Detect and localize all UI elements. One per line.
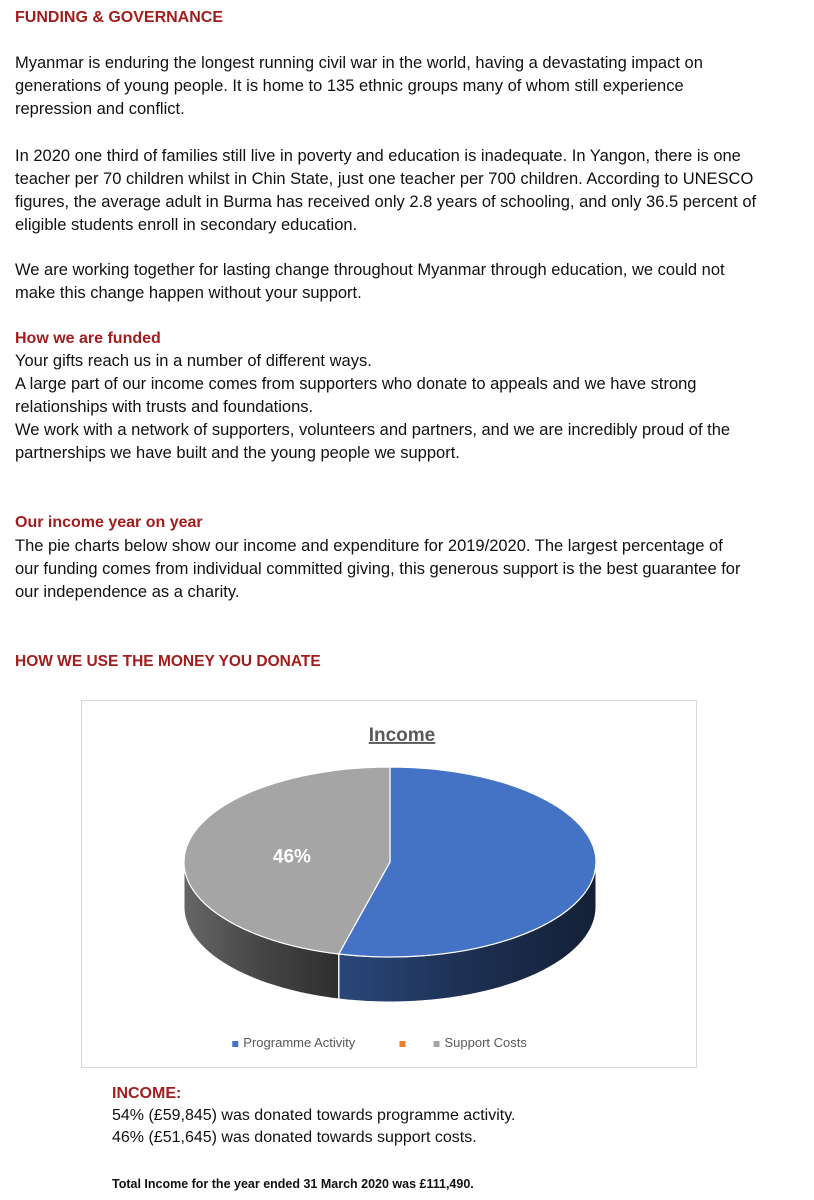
- pie-data-label: 46%: [272, 846, 311, 868]
- text-line: relationships with trusts and foundations.: [15, 398, 314, 416]
- text-line: In 2020 one third of families still live in poverty and education is inadequate. In Yangon, there is one: [15, 147, 741, 165]
- income-summary-line: 54% (£59,845) was donated towards programme activity.: [112, 1107, 516, 1124]
- text-line: We work with a network of supporters, volunteers and partners, and we are incredibly proud of the: [15, 421, 731, 439]
- text-line: The pie charts below show our income and expenditure for 2019/2020. The largest percentage of: [15, 537, 723, 555]
- pie-chart-svg: [82, 701, 698, 1069]
- funded-paragraph: [15, 350, 805, 465]
- text-line: partnerships we have built and the young people we support.: [15, 444, 460, 462]
- text-line: our funding comes from individual committed giving, this generous support is the best guarantee for: [15, 560, 741, 578]
- legend-label: Programme Activity: [243, 1035, 356, 1050]
- legend-entry: [400, 1041, 406, 1047]
- total-income: Total Income for the year ended 31 March 2020 was £111,490.: [112, 1177, 474, 1191]
- income-pie-chart: [81, 700, 697, 1068]
- text-line: eligible students enroll in secondary education.: [15, 216, 358, 234]
- change-paragraph: [15, 259, 805, 305]
- text-line: A large part of our income comes from supporters who donate to appeals and we have strong: [15, 375, 697, 393]
- income-yoy-heading: Our income year on year: [15, 514, 203, 531]
- text-line: Your gifts reach us in a number of different ways.: [15, 352, 372, 370]
- legend-label: Support Costs: [444, 1035, 527, 1050]
- legend-swatch: [232, 1041, 238, 1047]
- legend-entry: [232, 1035, 355, 1050]
- income-summary-line: 46% (£51,645) was donated towards support costs.: [112, 1129, 477, 1146]
- intro-paragraph: [15, 52, 805, 121]
- text-line: generations of young people. It is home to 135 ethnic groups many of whom still experience: [15, 77, 684, 95]
- section-title: FUNDING & GOVERNANCE: [15, 9, 224, 26]
- income-summary-title: INCOME:: [112, 1085, 182, 1102]
- poverty-paragraph: [15, 145, 805, 237]
- money-heading: HOW WE USE THE MONEY YOU DONATE: [15, 653, 321, 670]
- text-line: make this change happen without your support.: [15, 284, 362, 302]
- text-line: teacher per 70 children whilst in Chin State, just one teacher per 700 children. According to UNESCO: [15, 170, 754, 188]
- chart-title: Income: [368, 725, 436, 746]
- income-yoy-paragraph: [15, 535, 805, 604]
- income-summary: [112, 1083, 792, 1149]
- text-line: repression and conflict.: [15, 100, 185, 118]
- legend-swatch: [400, 1041, 406, 1047]
- text-line: Myanmar is enduring the longest running civil war in the world, having a devastating impact on: [15, 54, 703, 72]
- text-line: We are working together for lasting change throughout Myanmar through education, we could not: [15, 261, 725, 279]
- text-line: our independence as a charity.: [15, 583, 240, 601]
- text-line: figures, the average adult in Burma has received only 2.8 years of schooling, and only 36.5 percent of: [15, 193, 757, 211]
- legend-entry: [434, 1035, 528, 1050]
- funded-heading: How we are funded: [15, 330, 161, 347]
- legend-swatch: [434, 1041, 440, 1047]
